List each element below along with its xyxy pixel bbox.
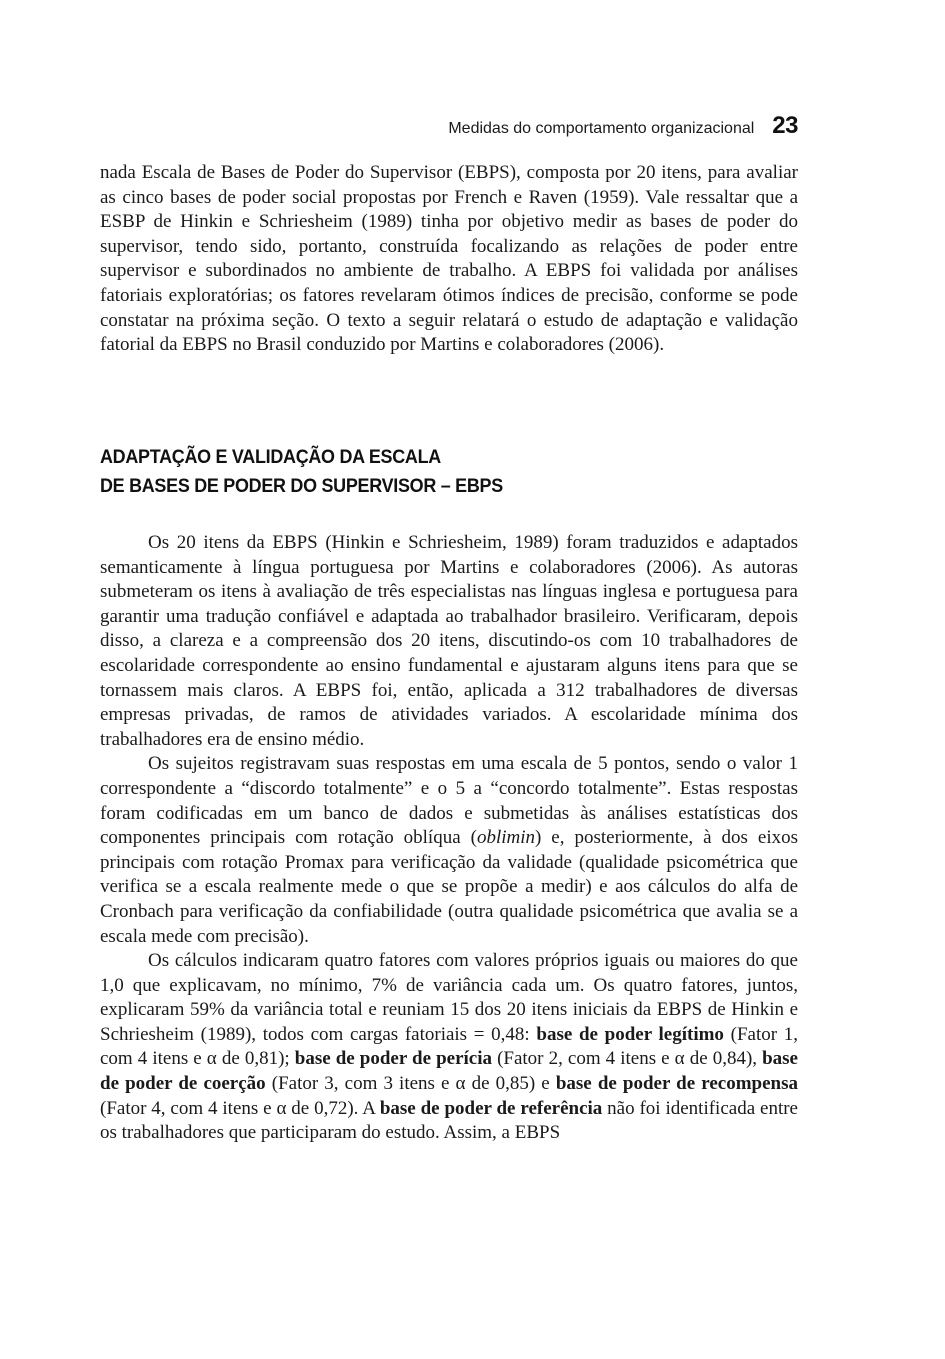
term-legitimate-power: base de poder legítimo [536, 1023, 724, 1045]
paragraph-analysis [100, 752, 798, 949]
section-heading [100, 443, 742, 501]
page-number: 23 [772, 112, 798, 139]
results-text-f: não foi identificada entre os trabalhadores que participaram do estudo. Assim, a EBPS [100, 1097, 798, 1144]
running-title: Medidas do comportamento organizacional [448, 120, 755, 137]
results-text-e: (Fator 4, com 4 itens e α de 0,72). A [100, 1097, 380, 1119]
term-reward-power: base de poder de recompensa [555, 1073, 798, 1095]
running-header [100, 112, 798, 140]
term-coercive-power: base de poder de coerção [100, 1048, 798, 1095]
intro-paragraph: nada Escala de Bases de Poder do Supervisor (EBPS), composta por 20 itens, para avaliar as cinco bases de poder social propostas por French e Raven (1959). Vale ressaltar que a ESBP de Hinkin e Schriesheim (1989) tinha por objetivo medir as bases de poder do supervisor, tendo sido, portanto, construída focalizando as relações de poder entre supervisor e subordinados no ambiente de trabalho. A EBPS foi validada por análises fatoriais exploratórias; os fatores revelaram ótimos índices de precisão, conforme se pode constatar na próxima seção. O texto a seguir relatará o estudo de adaptação e validação fatorial da EBPS no Brasil conduzido por Martins e colaboradores (2006). [100, 162, 798, 356]
paragraph-translation: Os 20 itens da EBPS (Hinkin e Schriesheim, 1989) foram traduzidos e adaptados semanticamente à língua portuguesa por Martins e colaboradores (2006). As autoras submeteram os itens à avaliação de três especialistas nas línguas inglesa e portuguesa para garantir uma tradução confiável e adaptada ao trabalhador brasileiro. Verificaram, depois disso, a clareza e a compreensão dos 20 itens, discutindo-os com 10 trabalhadores de escolaridade correspondente ao ensino fundamental e ajustaram alguns itens para que se tornassem mais claros. A EBPS foi, então, aplicada a 312 trabalhadores de diversas empresas privadas, de ramos de atividades variados. A escolaridade mínima dos trabalhadores era de ensino médio. [100, 532, 798, 750]
oblimin-term: oblimin [476, 827, 536, 849]
section-heading-line-1: ADAPTAÇÃO E VALIDAÇÃO DA ESCALA [100, 446, 441, 468]
paragraph-results [100, 949, 798, 1146]
paragraph-analysis-text-b: ) e, posteriormente, à dos eixos principais com rotação Promax para verificação da validade (qualidade psicométrica que verifica se a escala realmente mede o que se propõe a medir) e aos cálculos do alfa de Cronbach para verificação da confiabilidade (outra qualidade psicométrica que avalia se a escala mede com precisão). [100, 827, 798, 947]
results-text-d: (Fator 3, com 3 itens e α de 0,85) e [265, 1073, 556, 1095]
intro-paragraph-block [100, 161, 798, 358]
section-body [100, 531, 798, 1146]
section-heading-line-2: DE BASES DE PODER DO SUPERVISOR – EBPS [100, 475, 503, 497]
results-text-b: (Fator 1, com 4 itens e α de 0,81); [100, 1023, 798, 1070]
term-expert-power: base de poder de perícia [294, 1048, 492, 1070]
term-referent-power: base de poder de referência [379, 1097, 603, 1119]
paragraph-analysis-text-a: Os sujeitos registravam suas respostas em uma escala de 5 pontos, sendo o valor 1 correspondente a “discordo totalmente” e o 5 a “concordo totalmente”. Estas respostas foram codificadas em um banco de dados e submetidas às análises estatísticas dos componentes principais com rotação oblíqua ( [100, 753, 798, 849]
results-text-a: Os cálculos indicaram quatro fatores com valores próprios iguais ou maiores do que 1,0 que explicavam, no mínimo, 7% de variância cada um. Os quatro fatores, juntos, explicaram 59% da variância total e reuniam 15 dos 20 itens iniciais da EBPS de Hinkin e Schriesheim (1989), todos com cargas fatoriais = 0,48: [100, 950, 798, 1045]
results-text-c: (Fator 2, com 4 itens e α de 0,84), [492, 1048, 763, 1070]
